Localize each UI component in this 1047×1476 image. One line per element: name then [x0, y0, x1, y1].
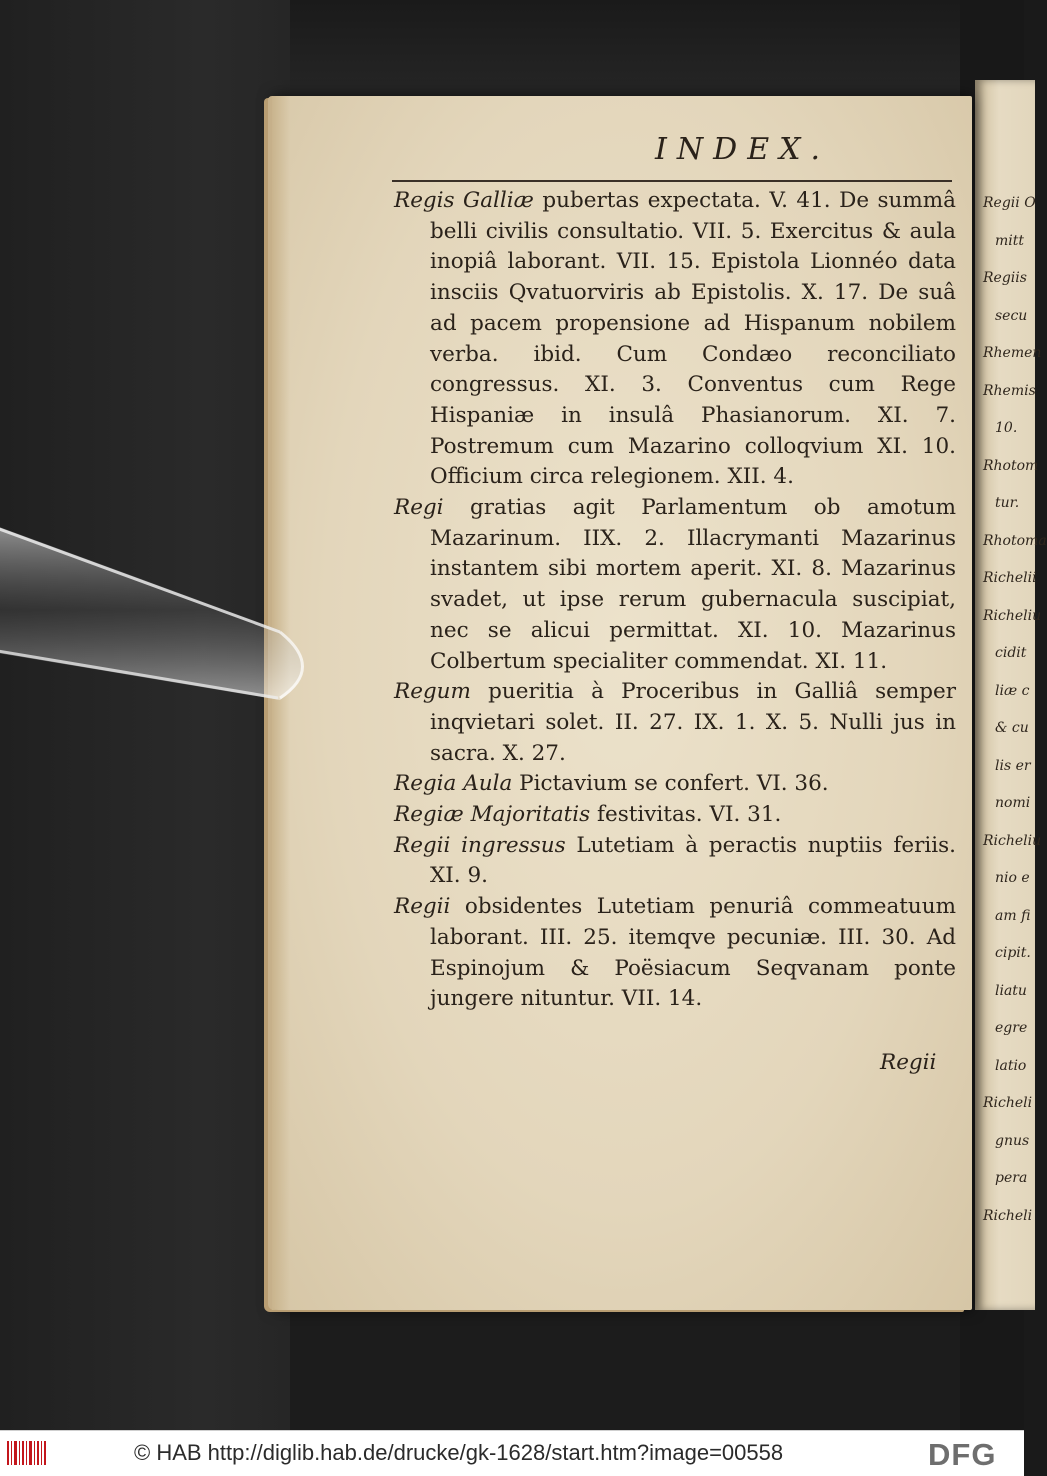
barcode-logo-icon [6, 1439, 46, 1467]
facing-page-fragment-line: liæ c [995, 682, 1030, 699]
index-entry [394, 769, 956, 800]
facing-page-fragment-line: nomi [995, 795, 1031, 811]
facing-page-fragment-line: Rhotoma [983, 532, 1047, 549]
facing-page-fragment-line: Rhemis [983, 382, 1036, 399]
entry-text: Pictavium se confert. VI. 36. [519, 771, 829, 797]
copyright-link[interactable]: © HAB http://diglib.hab.de/drucke/gk-1628/start.htm?image=00558 [134, 1440, 784, 1465]
facing-page-fragment-line: mitt [995, 232, 1025, 249]
facing-page-fragment-line: egre [995, 1020, 1028, 1036]
scanner-surface-left [0, 0, 290, 1430]
index-entries [394, 186, 956, 1015]
index-entry [394, 831, 956, 892]
facing-page-fragment-line: cidit [995, 645, 1027, 661]
footer-bar [0, 1430, 1024, 1476]
facing-page-fragment-line: gnus [995, 1132, 1030, 1149]
facing-page-fragment-line: Richeliu [983, 607, 1042, 624]
entry-keyword: Regia Aula [394, 771, 513, 797]
entry-keyword: Regum [394, 679, 471, 705]
entry-text: pubertas expectata. V. 41. De summâ belli civilis consultatio. VII. 5. Exercitus & aula inopiâ laborant. VII. 15. Epistola Lionnéo data insciis Qvatuorviris ab Epistolis. X. 17. De suâ ad pacem propensione ad Hispanum nobilem verba. ibid. Cum Condæo reconciliato congressus. XI. 3. Conventus cum Rege Hispaniæ in insulâ Phasianorum. XI. 7. Postremum cum Mazarino colloqvium XI. 10. Officium circa relegionem. XII. 4. [430, 188, 956, 490]
facing-page-fragment-line: lis er [995, 757, 1031, 774]
entry-text: pueritia à Proceribus in Galliâ semper inqvietari solet. II. 27. IX. 1. X. 5. Nulli jus in sacra. X. 27. [430, 679, 956, 766]
entry-keyword: Regis Galliæ [394, 188, 534, 213]
facing-page-fragment-line: tur. [995, 495, 1020, 511]
facing-page-fragment-line: Regiis [983, 270, 1027, 286]
entry-text: gratias agit Parlamentum ob amotum Mazarinum. IIX. 2. Illacrymanti Mazarinus instantem sibi mortem aperit. XI. 8. Mazarinus svadet, ut ipse rerum gubernacula suscipiat, nec se alicui permittat. XI. 10. Mazarinus Colbertum specialiter commendat. XI. 11. [430, 495, 956, 674]
catchword: Regii [880, 1050, 937, 1075]
index-entry [394, 677, 956, 769]
facing-page-fragment-line: pera [995, 1170, 1028, 1186]
index-entry [394, 186, 956, 493]
facing-page-fragment-line: secu [995, 307, 1028, 324]
entry-text: obsidentes Lutetiam penuriâ commeatuum laborant. III. 25. itemqve pecuniæ. III. 30. Ad Espinojum & Poësiacum Seqvanam ponte jungere nituntur. VII. 14. [430, 894, 957, 1012]
facing-page-fragment-line: Rhotom [983, 457, 1039, 474]
facing-page-fragment-line: Richeliu [983, 832, 1042, 849]
entry-text: Lutetiam à peractis nuptiis feriis. XI. 9. [430, 832, 956, 889]
header-rule [392, 180, 952, 182]
running-head: INDEX. [655, 132, 830, 167]
facing-page-fragment-line: Rhemen [983, 345, 1042, 361]
facing-page-fragment [975, 80, 1047, 1310]
facing-page-fragment-line: 10. [995, 420, 1018, 436]
index-entry [394, 800, 956, 831]
facing-page-fragment-line: liatu [995, 982, 1027, 999]
facing-page-fragment-line: latio [995, 1057, 1027, 1074]
entry-keyword: Regii ingressus [394, 832, 566, 858]
dfg-logo: DFG [928, 1437, 997, 1472]
entry-keyword: Regii [394, 894, 451, 920]
facing-page-fragment-line: Richelii [983, 570, 1037, 586]
index-entry [394, 892, 956, 1015]
index-entry [394, 493, 956, 677]
facing-page-fragment-line: Richeli [983, 1095, 1033, 1111]
facing-page-fragment-line: Regii O [983, 195, 1036, 211]
facing-page-fragment-line: nio e [995, 870, 1030, 886]
entry-keyword: Regi [394, 495, 444, 521]
facing-page-fragment-line: cipit. [995, 945, 1031, 961]
entry-text: festivitas. VI. 31. [597, 802, 782, 828]
page-edge-shadow [272, 96, 290, 1310]
facing-page-fragment-line: & cu [995, 720, 1029, 736]
entry-keyword: Regiæ Majoritatis [394, 802, 591, 828]
facing-page-fragment-line: am fi [995, 907, 1031, 924]
facing-page-fragment-line: Richeli [983, 1207, 1033, 1224]
